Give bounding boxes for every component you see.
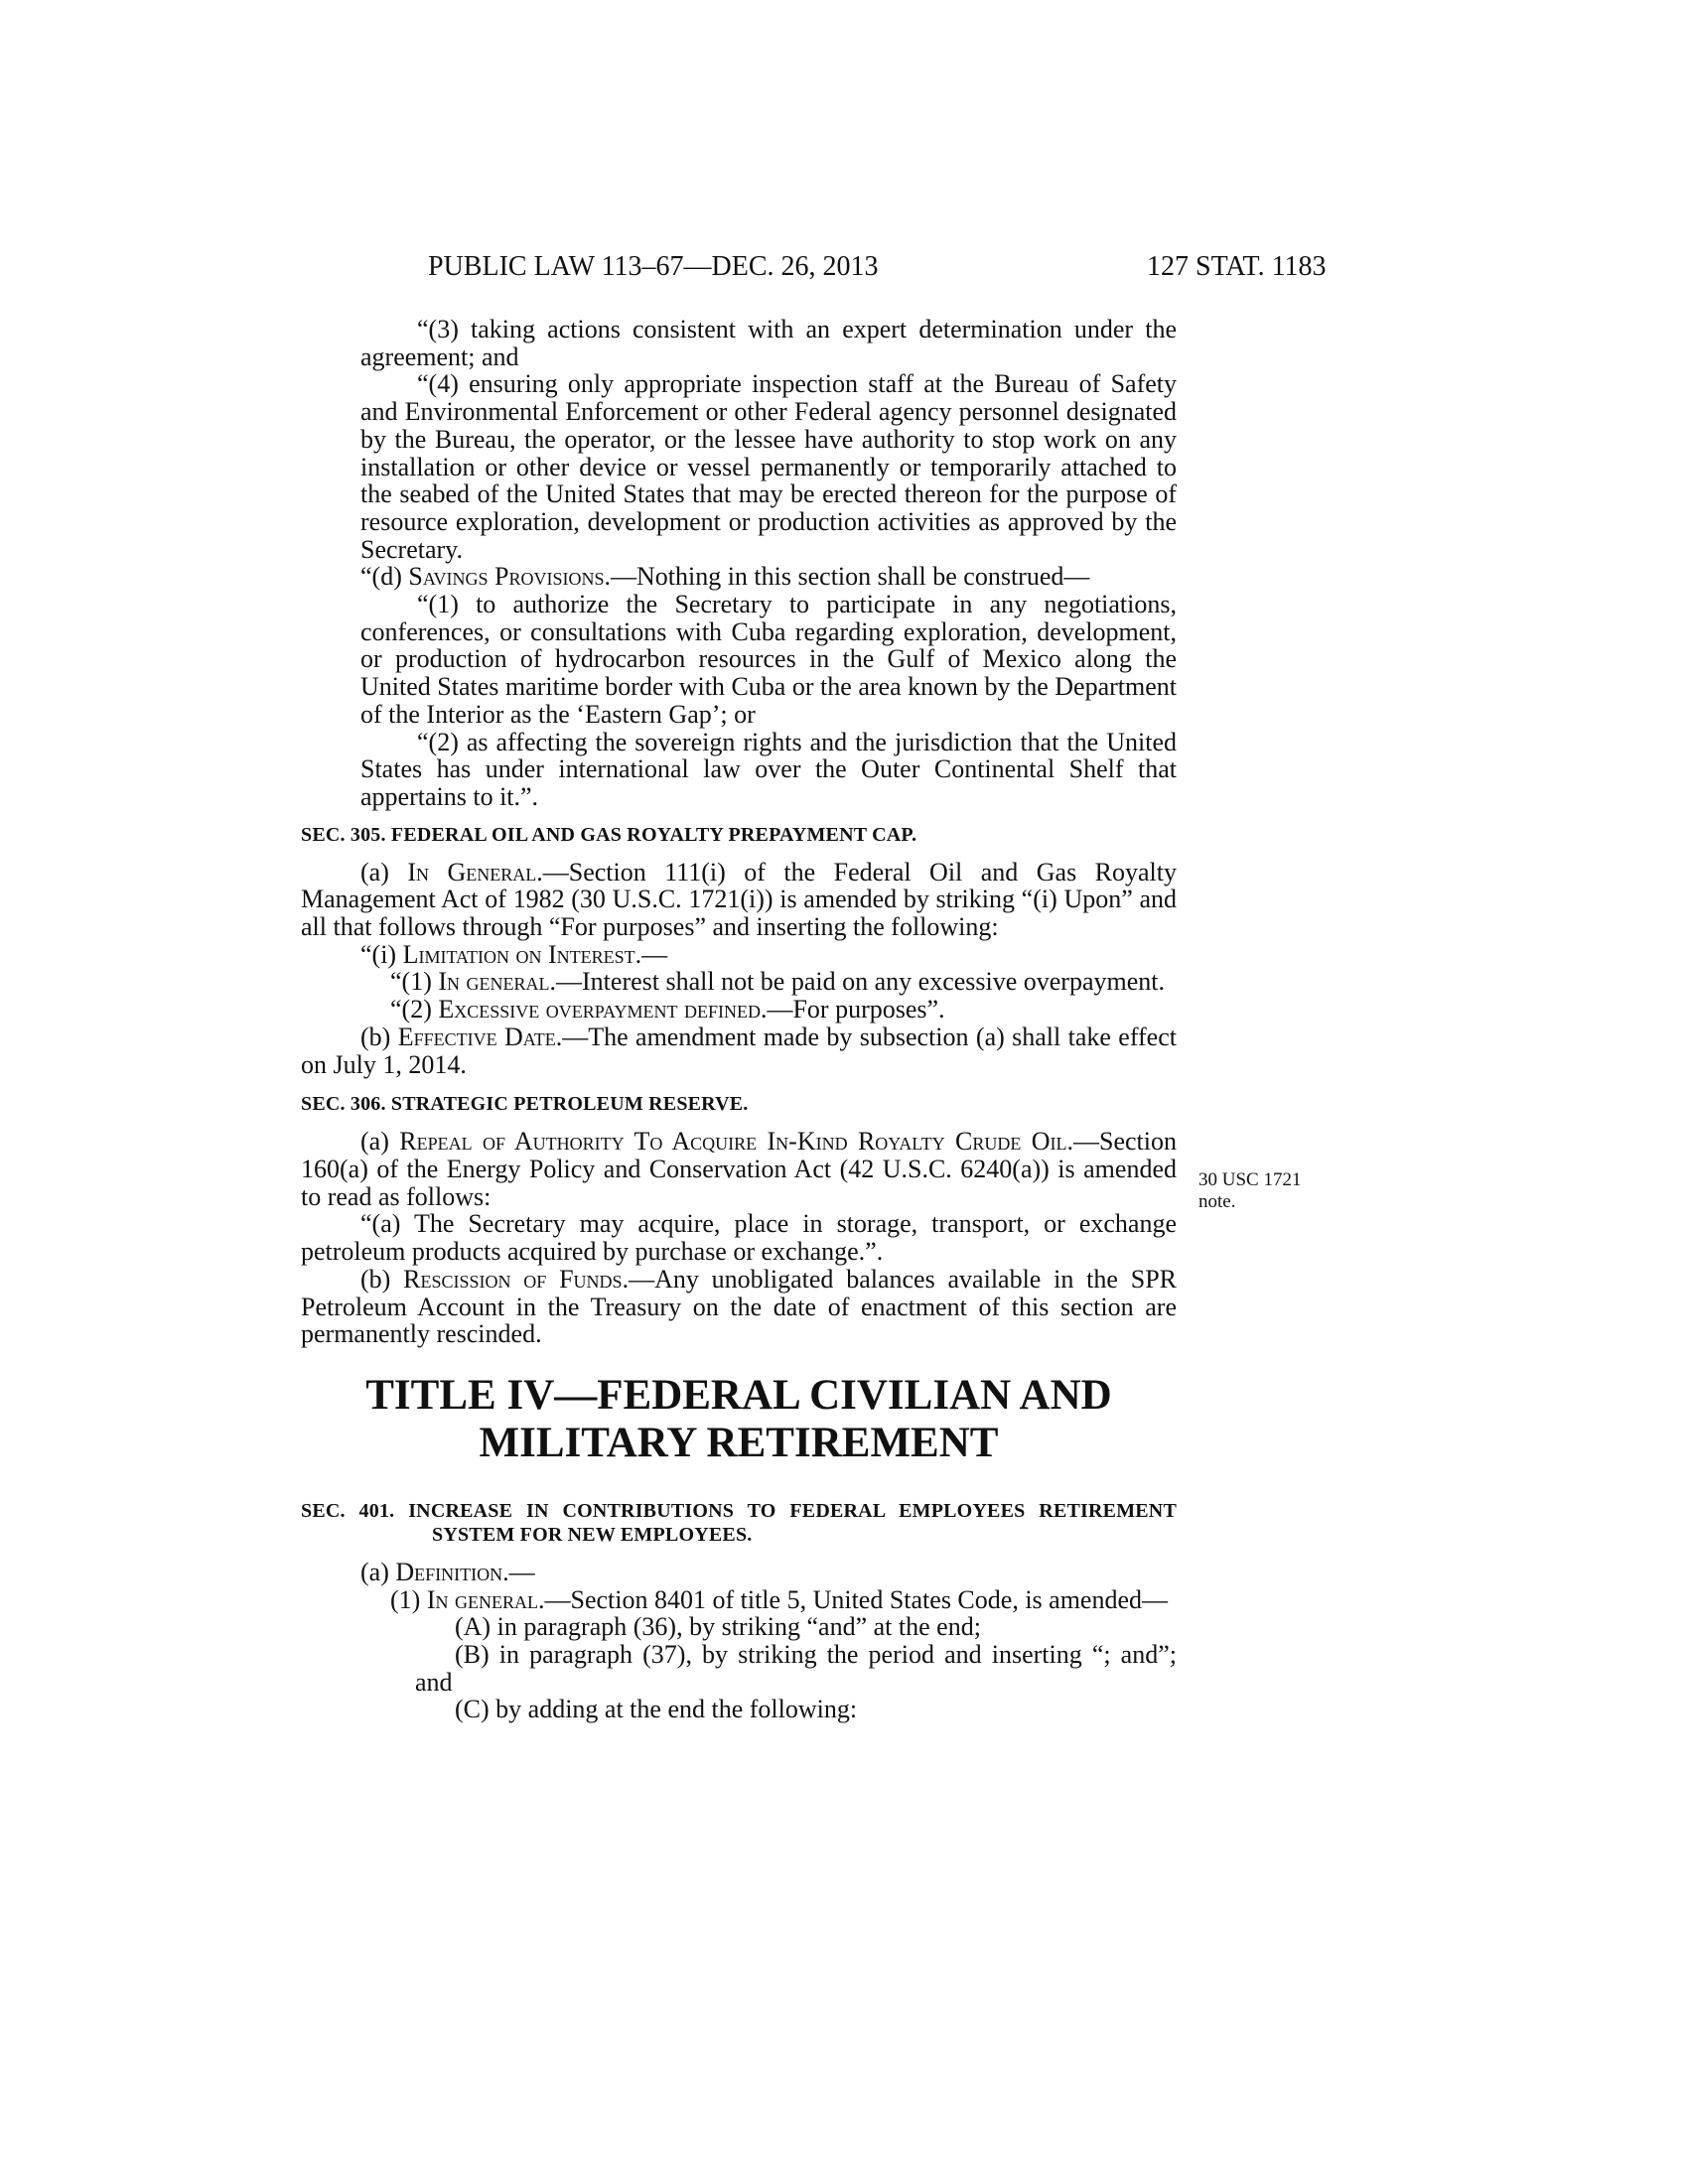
section-305-a	[301, 859, 1177, 941]
quoted-subsection-a: “(a) The Secretary may acquire, place in storage, transport, or exchange petroleum products acquired by purchase or exchange.”.	[301, 1209, 1177, 1267]
subsection-i1-text: —Interest shall not be paid on any excessive overpayment.	[556, 967, 1165, 997]
clause-a: (A) in paragraph (36), by striking “and” at the end;	[455, 1612, 981, 1642]
section-305-heading: SEC. 305. FEDERAL OIL AND GAS ROYALTY PREPAYMENT CAP.	[301, 823, 917, 846]
s401a1-heading: In general.	[426, 1584, 545, 1614]
document-body	[301, 316, 1177, 1723]
s305b-heading: Effective Date.	[397, 1022, 563, 1051]
running-header-title: PUBLIC LAW 113–67—DEC. 26, 2013	[428, 251, 879, 282]
section-306-heading: SEC. 306. STRATEGIC PETROLEUM RESERVE.	[301, 1093, 749, 1116]
subsection-i1	[301, 968, 1177, 996]
s306b-heading: Rescission of Funds.	[403, 1264, 630, 1294]
s401a1-number: (1)	[390, 1584, 427, 1614]
subsection-d-heading: Savings Provisions.	[408, 562, 611, 592]
subsection-i2-heading: Excessive overpayment defined.	[438, 995, 768, 1024]
section-401-a1	[301, 1586, 1177, 1614]
subsection-i-text: —	[641, 939, 668, 969]
s401a-number: (a)	[360, 1557, 396, 1586]
s401a-text: —	[508, 1557, 535, 1586]
margin-note	[1198, 1169, 1301, 1213]
subsection-i2-number: “(2)	[390, 995, 439, 1024]
s305b-number: (b)	[360, 1022, 398, 1051]
s306a-text: —Section 160(a) of the Energy Policy and Conservation Act (42 U.S.C. 6240(a)) is amended to read as follows:	[301, 1127, 1177, 1211]
s401a-heading: Definition.	[395, 1557, 509, 1586]
title-iv-heading	[301, 1372, 1177, 1467]
subsection-i-number: “(i)	[360, 939, 403, 969]
s401a1-text: —Section 8401 of title 5, United States Code, is amended—	[544, 1584, 1169, 1614]
s306b-number: (b)	[360, 1264, 404, 1294]
s305b-text: —The amendment made by subsection (a) shall take effect on July 1, 2014.	[301, 1022, 1177, 1079]
margin-note-citation: 30 USC 1721	[1198, 1169, 1302, 1190]
paragraph-d2: “(2) as affecting the sovereign rights and the jurisdiction that the United States has under international law over the Outer Continental Shelf that appertains to it.”.	[360, 727, 1177, 811]
subsection-d-text: —Nothing in this section shall be construed—	[610, 562, 1090, 592]
subsection-i1-heading: In general.	[438, 967, 557, 997]
s306b-text: —Any unobligated balances available in the SPR Petroleum Account in the Treasury on the date of enactment of this section are permanently rescinded.	[301, 1264, 1177, 1349]
subsection-i2	[301, 996, 1177, 1024]
section-401-heading: SEC. 401. INCREASE IN CONTRIBUTIONS TO FEDERAL EMPLOYEES RETIREMENT SYSTEM FOR NEW EMPLOYEES.	[301, 1499, 1177, 1546]
subsection-i-heading: Limitation on Interest.	[402, 939, 642, 969]
title-iv-line-2: MILITARY RETIREMENT	[479, 1419, 999, 1466]
clause-b: (B) in paragraph (37), by striking the period and inserting “; and”; and	[415, 1640, 1177, 1697]
s305a-heading: In General.	[407, 857, 543, 887]
paragraph-3: “(3) taking actions consistent with an expert determination under the agreement; and	[360, 315, 1177, 371]
subsection-i1-number: “(1)	[390, 967, 439, 997]
running-header-page: 127 STAT. 1183	[1147, 251, 1327, 282]
section-306-b	[301, 1266, 1177, 1348]
paragraph-d1: “(1) to authorize the Secretary to participate in any negotiations, conferences, or consultations with Cuba regarding exploration, development, or production of hydrocarbon resources in the Gulf of Mexico along the United States maritime border with Cuba or the area known by the Department of the Interior as the ‘Eastern Gap’; or	[360, 590, 1177, 729]
subsection-d-number: “(d)	[360, 562, 409, 592]
subsection-i	[301, 941, 1177, 969]
section-305-b	[301, 1024, 1177, 1078]
section-306-a	[301, 1128, 1177, 1210]
s306a-heading: Repeal of Authority To Acquire In-Kind Royalty Crude Oil.	[399, 1127, 1073, 1157]
s305a-number: (a)	[360, 857, 408, 887]
margin-note-label: note.	[1198, 1191, 1236, 1212]
section-401-a	[301, 1559, 1177, 1586]
s306a-number: (a)	[360, 1127, 400, 1157]
clause-c: (C) by adding at the end the following:	[455, 1695, 858, 1724]
title-iv-line-1: TITLE IV—FEDERAL CIVILIAN AND	[365, 1371, 1112, 1419]
paragraph-4: “(4) ensuring only appropriate inspection staff at the Bureau of Safety and Environmental Enforcement or other Federal agency personnel designated by the Bureau, the operator, or the lessee have authority to stop work on any installation or other device or vessel permanently or temporarily attached to the seabed of the United States that may be erected thereon for the purpose of resource exploration, development or production activities as approved by the Secretary.	[360, 369, 1177, 564]
subsection-d	[301, 563, 1177, 591]
s305a-text: —Section 111(i) of the Federal Oil and Gas Royalty Management Act of 1982 (30 U.S.C. 1721(i)) is amended by striking “(i) Upon” and all that follows through “For purposes” and inserting the following:	[301, 857, 1177, 942]
subsection-i2-text: —For purposes”.	[767, 995, 945, 1024]
